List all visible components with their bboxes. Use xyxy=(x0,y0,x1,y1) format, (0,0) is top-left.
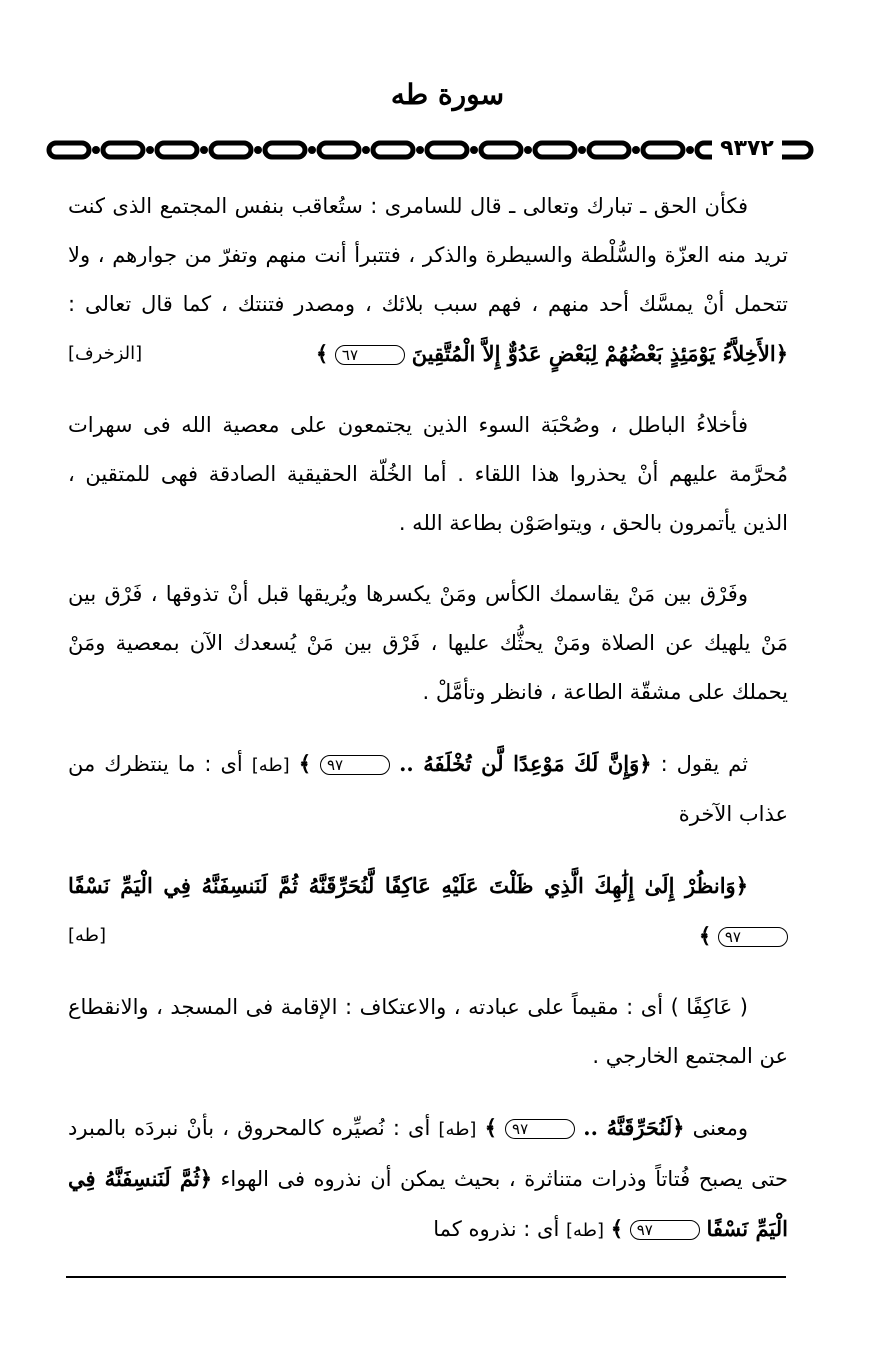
footer-rule xyxy=(66,1276,786,1278)
quran-open-bracket: ﴿ xyxy=(672,1115,685,1140)
paragraph-lead: ثم يقول : xyxy=(660,752,748,776)
quran-close-bracket: ﴾ xyxy=(484,1115,497,1140)
quran-open-bracket: ﴿ xyxy=(735,873,748,898)
page-number: ٩٣٧٢ xyxy=(712,136,782,162)
surah-reference: [طه] xyxy=(68,925,107,946)
body-text xyxy=(68,182,788,1277)
paragraph-2 xyxy=(68,401,788,548)
paragraph-lead: ومعنى xyxy=(692,1116,748,1140)
verse-number: ٦٧ xyxy=(335,345,405,365)
paragraph-text: فكأن الحق ـ تبارك وتعالى ـ قال للسامرى : ستُعاقب بنفس المجتمع الذى كنت تريد منه العزّة والسُّلْطة والسيطرة والذكر ، فتتبرأ أنت منهم وتفرّ من جوارهم ، ولا تتحمل أنْ يمسَّك أحد منهم ، فهم سبب بلائك ، ومصدر فتنتك ، كما قال تعالى : xyxy=(68,194,788,316)
paragraph-text: فأخلاءُ الباطل ، وصُحْبَة السوء الذين يجتمعون على معصية الله فى سهرات مُحرَّمة عليهم أنْ يحذروا هذا اللقاء . أما الخُلّة الحقيقية الصادقة فهى للمتقين ، الذين يأتمرون بالحق ، ويتواصَوْن بطاعة الله . xyxy=(68,413,788,535)
quran-open-bracket: ﴿ xyxy=(199,1166,212,1191)
quran-open-bracket: ﴿ xyxy=(639,751,652,776)
paragraph-1 xyxy=(68,182,788,379)
surah-reference: [الزخرف] xyxy=(68,343,143,364)
verse-number: ٩٧ xyxy=(320,755,390,775)
quran-quote: وَانظُرْ إِلَىٰ إِلَٰهِكَ الَّذِي ظَلْتَ عَلَيْهِ عَاكِفًا لَّنُحَرِّقَنَّهُ ثُمَّ لَنَنسِفَنَّهُ فِي الْيَمِّ نَسْفًا xyxy=(68,873,736,898)
verse-number: ٩٧ xyxy=(718,927,788,947)
paragraph-text: ( عَاكِفًا ) أى : مقيماً على عبادته ، والاعتكاف : الإقامة فى المسجد ، والانقطاع عن المجتمع الخارجي . xyxy=(68,995,788,1068)
paragraph-text: وفَرْق بين مَنْ يقاسمك الكأس ومَنْ يكسرها ويُريقها قبل أنْ تذوقها ، فَرْق بين مَنْ يلهيك عن الصلاة ومَنْ يحثُّك عليها ، فَرْق بين مَنْ يُسعدك الآن بمعصية ومَنْ يحملك على مشقّة الطاعة ، فانظر وتأمَّلْ . xyxy=(68,582,788,704)
paragraph-3 xyxy=(68,570,788,717)
paragraph-tail: أى : نذروه كما xyxy=(433,1217,560,1241)
paragraph-6 xyxy=(68,983,788,1081)
verse-number: ٩٧ xyxy=(505,1119,575,1139)
paragraph-5 xyxy=(68,861,788,961)
ornamental-border xyxy=(45,134,815,166)
paragraph-7 xyxy=(68,1103,788,1255)
quran-close-bracket: ﴾ xyxy=(315,341,329,366)
quran-quote: ثُمَّ لَنَنسِفَنَّهُ فِي الْيَمِّ نَسْفًا xyxy=(68,1166,788,1241)
quran-quote: الأَخِلاَّءُ يَوْمَئِذٍ بَعْضُهُمْ لِبَعْضٍ عَدُوٌّ إِلاَّ الْمُتَّقِينَ xyxy=(411,341,776,366)
quran-quote: لَنُحَرِّقَنَّهُ .. xyxy=(583,1115,673,1140)
quran-quote: وَإِنَّ لَكَ مَوْعِدًا لَّن تُخْلَفَهُ .. xyxy=(399,751,640,776)
paragraph-tail: أى : ما ينتظرك من عذاب الآخرة xyxy=(68,752,788,826)
quran-open-bracket: ﴿ xyxy=(775,341,788,366)
paragraph-middle: أى : نُصيِّره كالمحروق ، بأنْ نبردَه بالمبرد حتى يصبح فُتاتاً وذرات متناثرة ، بحيث يمكن أن نذروه فى الهواء xyxy=(68,1116,788,1191)
surah-title: سورة طه xyxy=(390,78,505,111)
quran-close-bracket: ﴾ xyxy=(610,1216,624,1241)
paragraph-4 xyxy=(68,739,788,839)
surah-reference: [طه] xyxy=(438,1119,477,1140)
quran-close-bracket: ﴾ xyxy=(298,751,311,776)
verse-number: ٩٧ xyxy=(630,1220,700,1240)
surah-reference: [طه] xyxy=(251,755,290,776)
quran-close-bracket: ﴾ xyxy=(698,923,712,948)
surah-reference: [طه] xyxy=(566,1220,605,1241)
